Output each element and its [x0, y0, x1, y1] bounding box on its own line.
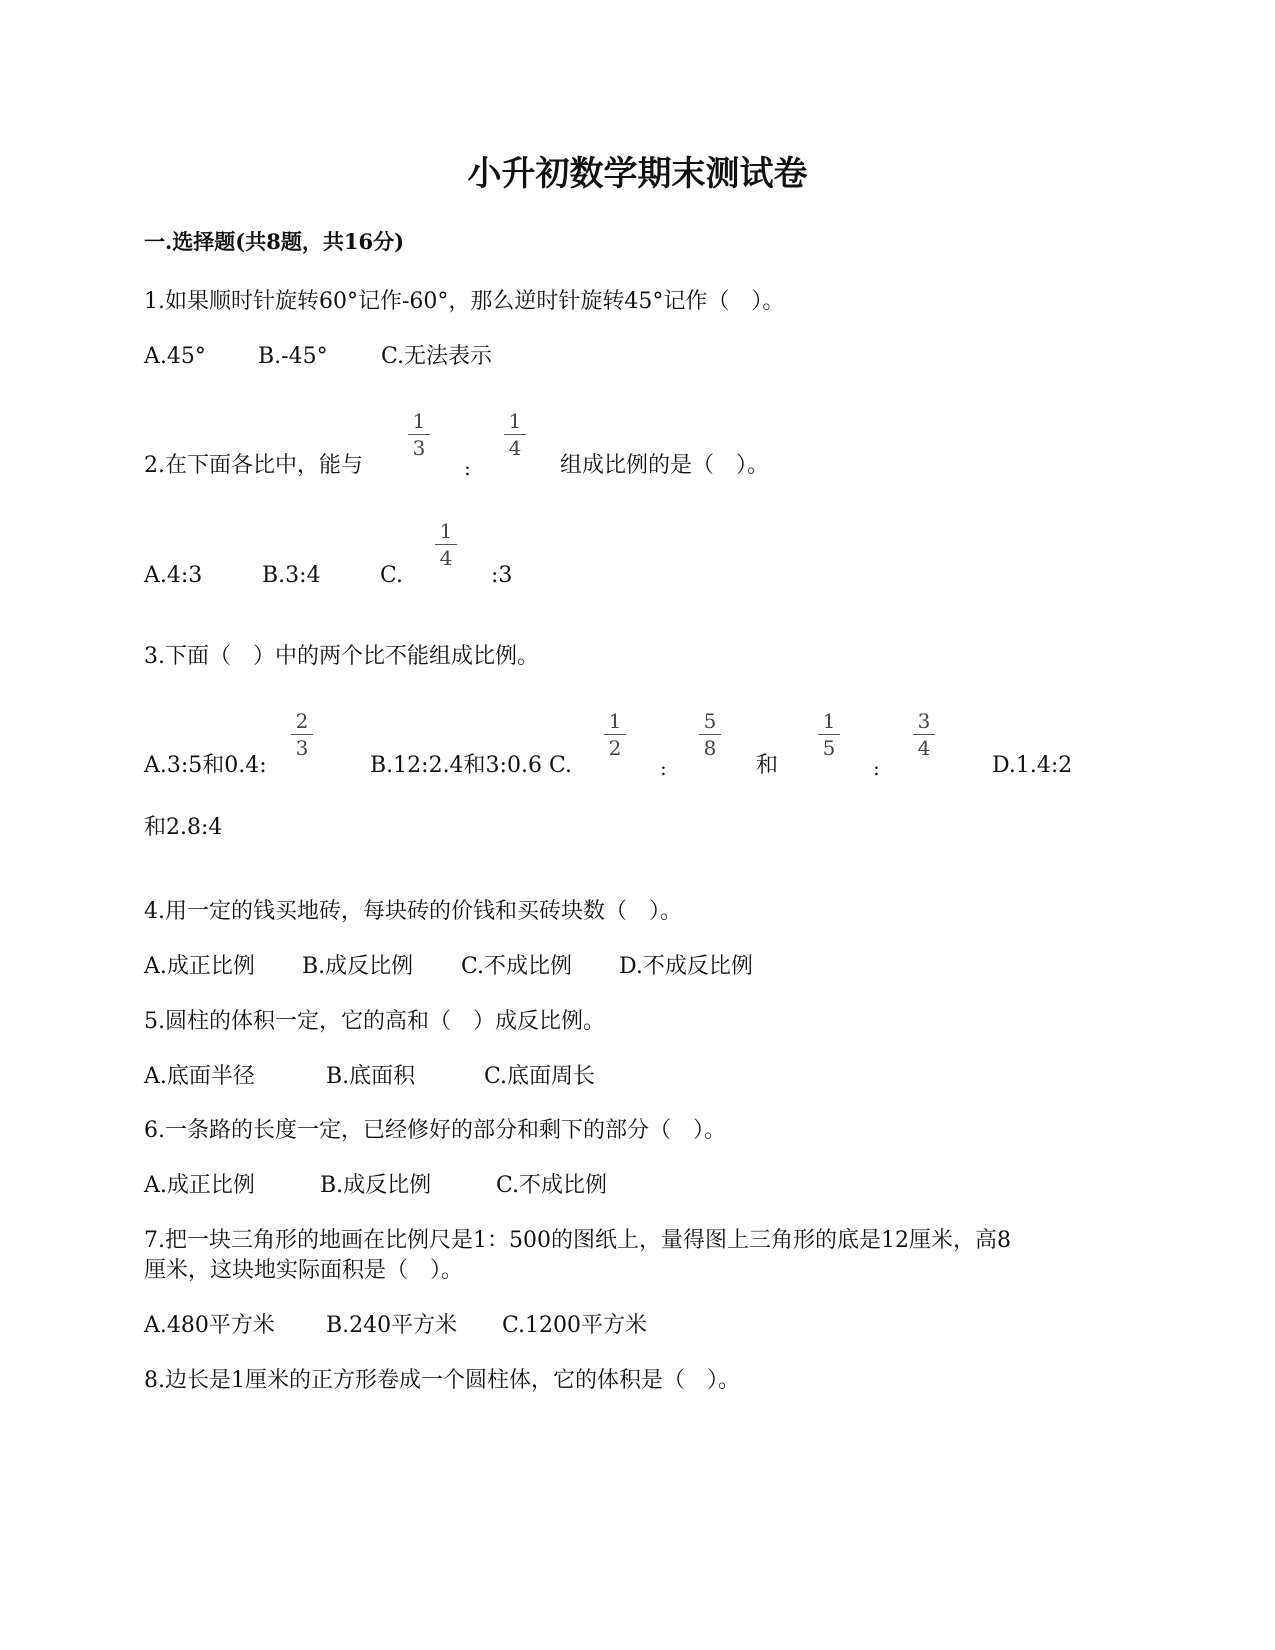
section-heading: 一.选择题(共8题，共16分)	[144, 229, 405, 254]
question-4-option-c: C.不成比例	[461, 954, 573, 979]
question-6-option-b: B.成反比例	[320, 1173, 432, 1198]
question-3-option-c-fraction-1: 1 2	[604, 710, 626, 759]
question-1-option-a: A.45°	[144, 344, 206, 369]
question-4-option-d: D.不成反比例	[619, 954, 753, 979]
question-1-option-b: B.-45°	[258, 344, 328, 369]
question-3-option-a: A.3:5和0.4:	[144, 753, 267, 778]
question-2-fraction-1: 1 3	[408, 410, 430, 459]
question-4-stem: 4.用一定的钱买地砖，每块砖的价钱和买砖块数（ ）。	[144, 899, 682, 924]
question-2-option-a: A.4:3	[144, 563, 203, 588]
question-2-prefix: 2.在下面各比中，能与	[144, 453, 363, 478]
question-4-option-b: B.成反比例	[302, 954, 414, 979]
question-2-colon: :	[464, 456, 471, 480]
question-3-option-c-fraction-4: 3 4	[913, 710, 935, 759]
question-7-option-a: A.480平方米	[144, 1313, 275, 1338]
question-2-option-b: B.3:4	[262, 563, 321, 588]
question-2-fraction-2: 1 4	[504, 410, 526, 459]
question-3-option-c: C.	[549, 753, 573, 778]
question-2-option-c-fraction: 1 4	[435, 520, 457, 569]
question-3-option-d-continued: 和2.8:4	[144, 815, 223, 840]
question-3-option-b: B.12:2.4和3:0.6	[370, 753, 542, 778]
question-7-stem-line-2: 厘米，这块地实际面积是（ ）。	[144, 1258, 464, 1283]
page-title: 小升初数学期末测试卷	[467, 154, 808, 194]
question-3-option-c-and: 和	[756, 753, 779, 778]
question-7-stem-line-1: 7.把一块三角形的地画在比例尺是1：500的图纸上，量得图上三角形的底是12厘米，高8	[144, 1228, 1011, 1253]
question-2-suffix: 组成比例的是（ ）。	[560, 453, 770, 478]
question-1-option-c: C.无法表示	[381, 344, 493, 369]
question-5-stem: 5.圆柱的体积一定，它的高和（ ）成反比例。	[144, 1009, 605, 1034]
question-3-option-d: D.1.4:2	[992, 753, 1073, 778]
question-3-option-c-fraction-3: 1 5	[818, 710, 840, 759]
question-3-option-c-fraction-2: 5 8	[699, 710, 721, 759]
question-5-option-c: C.底面周长	[484, 1064, 596, 1089]
question-6-stem: 6.一条路的长度一定，已经修好的部分和剩下的部分（ ）。	[144, 1118, 726, 1143]
question-1-stem: 1.如果顺时针旋转60°记作-60°，那么逆时针旋转45°记作（ ）。	[144, 289, 785, 314]
question-7-option-b: B.240平方米	[326, 1313, 458, 1338]
question-3-option-a-fraction: 2 3	[291, 710, 313, 759]
question-7-option-c: C.1200平方米	[502, 1313, 648, 1338]
question-3-stem: 3.下面（ ）中的两个比不能组成比例。	[144, 644, 539, 669]
question-6-option-a: A.成正比例	[144, 1173, 255, 1198]
question-4-option-a: A.成正比例	[144, 954, 255, 979]
question-5-option-b: B.底面积	[326, 1064, 416, 1089]
question-6-option-c: C.不成比例	[496, 1173, 608, 1198]
question-2-option-c-suffix: :3	[491, 563, 513, 588]
question-8-stem: 8.边长是1厘米的正方形卷成一个圆柱体，它的体积是（ ）。	[144, 1368, 740, 1393]
question-5-option-a: A.底面半径	[144, 1064, 255, 1089]
question-3-option-c-colon-2: :	[873, 756, 880, 780]
question-3-option-c-colon-1: :	[660, 756, 667, 780]
question-2-option-c: C.	[380, 563, 404, 588]
